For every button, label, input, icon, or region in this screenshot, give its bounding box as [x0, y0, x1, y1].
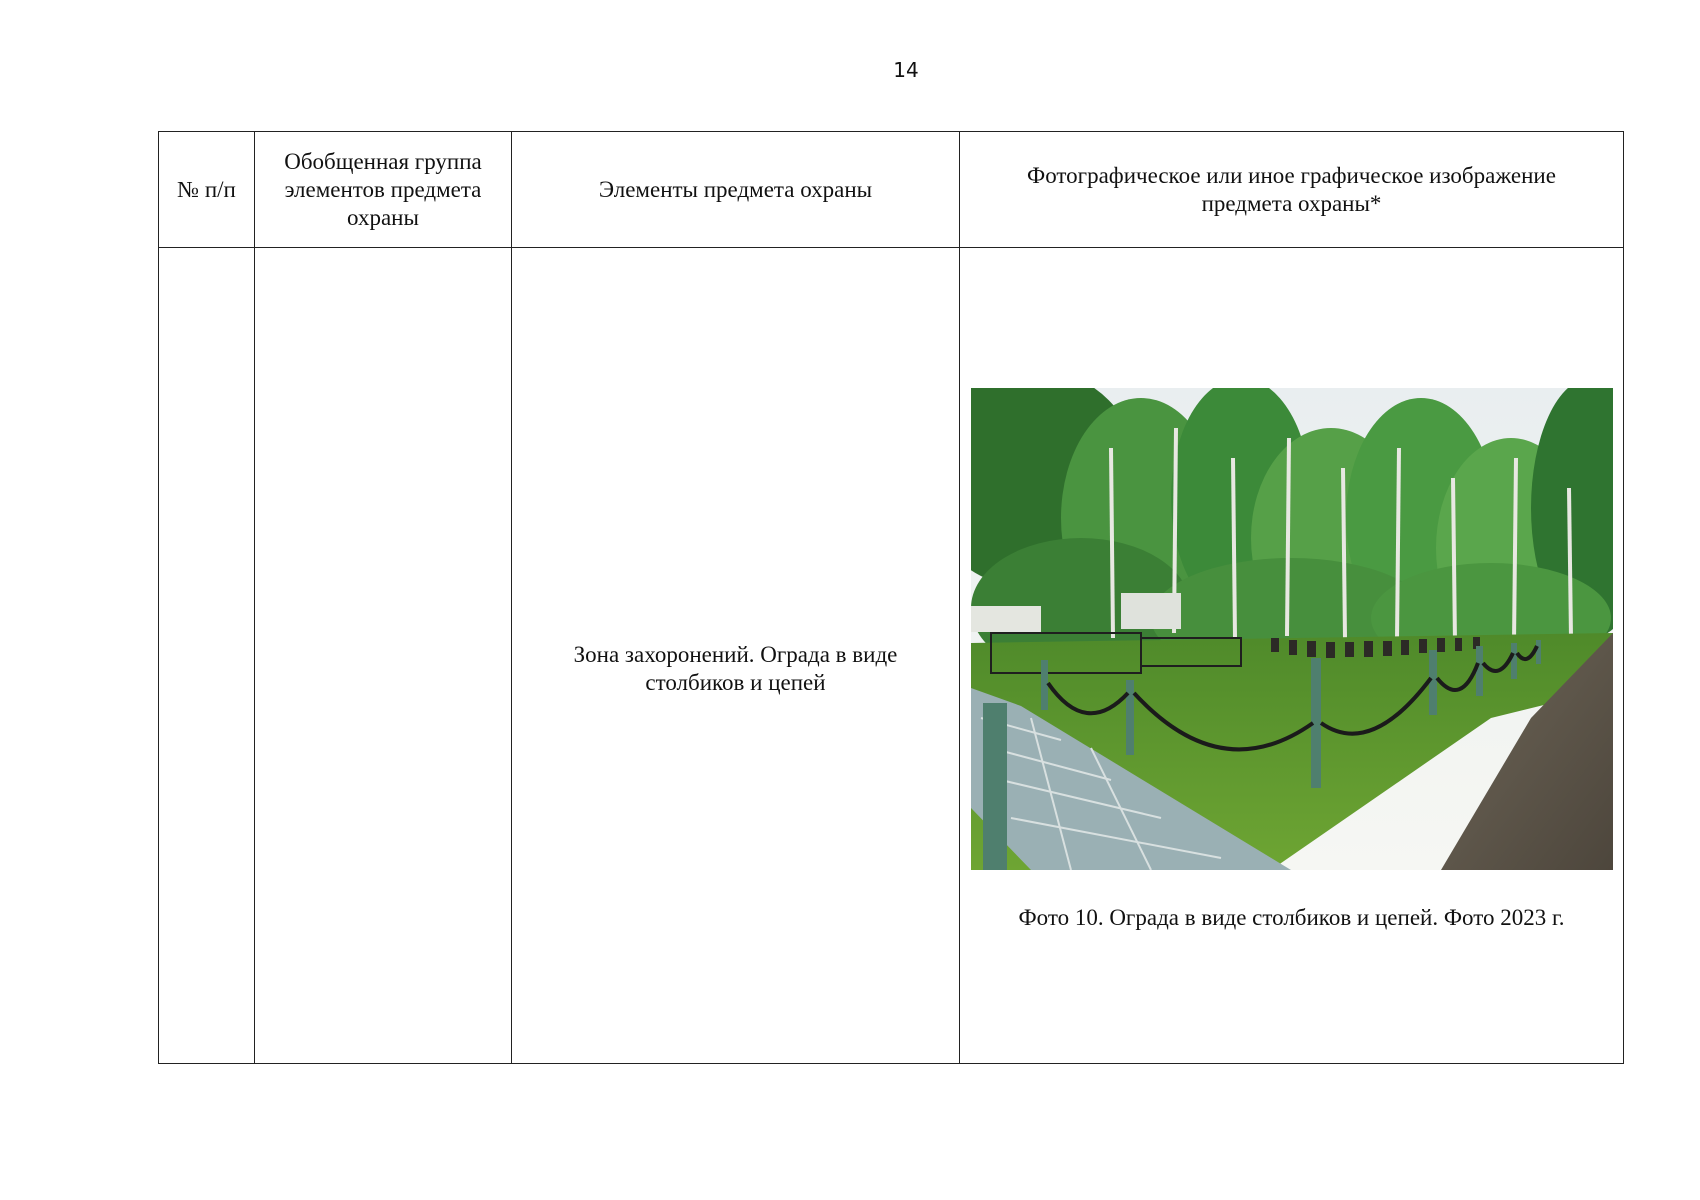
page-number: 14	[893, 58, 919, 82]
cell-elements	[512, 248, 960, 1064]
header-group	[255, 132, 512, 248]
photo-caption: Фото 10. Ограда в виде столбиков и цепей. Фото 2023 г.	[1018, 905, 1565, 930]
header-photo	[960, 132, 1624, 248]
header-group-text: Обобщенная группа элементов предмета охраны	[284, 148, 482, 230]
cell-photo	[960, 248, 1624, 1064]
cemetery-fence-photo	[971, 388, 1613, 870]
protection-table	[158, 131, 1624, 1064]
header-photo-text: Фотографическое или иное графическое изображение предмета охраны*	[1027, 162, 1556, 216]
cell-num	[159, 248, 255, 1064]
header-num: № п/п	[159, 132, 255, 248]
table-header-row	[159, 132, 1624, 248]
elements-text: Зона захоронений. Ограда в виде столбиков и цепей	[573, 641, 898, 695]
table-row	[159, 248, 1624, 1064]
header-elements: Элементы предмета охраны	[512, 132, 960, 248]
cell-group	[255, 248, 512, 1064]
